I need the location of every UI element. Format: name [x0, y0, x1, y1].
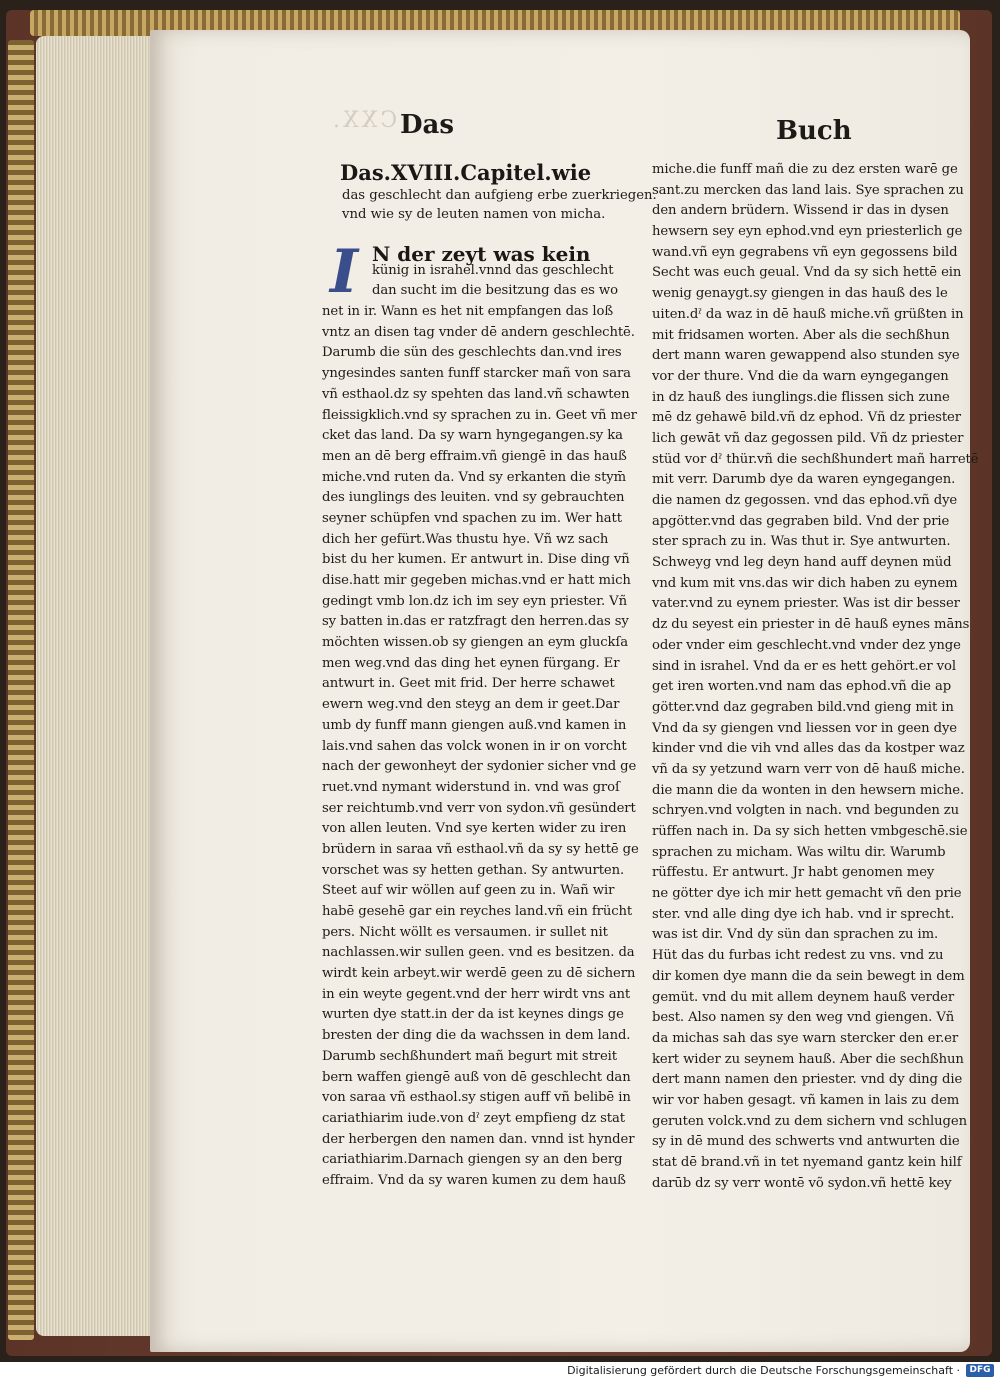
- text-line: brüdern in saraa vñ esthaol.vñ da sy sy hettē ge: [322, 841, 639, 857]
- text-line: Darumb die sün des geschlechts dan.vnd ires: [322, 345, 622, 361]
- text-line: wenig genaygt.sy giengen in das hauß des le: [652, 286, 948, 302]
- text-line: ne götter dye ich mir hett gemacht vñ den prie: [652, 886, 962, 902]
- text-line: den andern brüdern. Wissend ir das in dysen: [652, 203, 949, 219]
- text-line: vñ da sy yetzund warn verr von dē hauß miche.: [652, 761, 965, 777]
- text-line: künig in israhel.vnnd das geschlecht: [372, 262, 614, 278]
- text-line: oder vnder eim geschlecht.vnd vnder dez ynge: [652, 637, 961, 653]
- text-line: antwurt in. Geet mit frid. Der herre schawet: [322, 676, 615, 692]
- chapter-subtitle-line: das geschlecht dan aufgieng erbe zuerkriegen.: [342, 188, 657, 203]
- gilt-edge-left: [8, 40, 34, 1340]
- text-line: geruten volck.vnd zu dem sichern vnd schlugen: [652, 1113, 967, 1129]
- text-line: gedingt vmb lon.dz ich im sey eyn priester. Vñ: [322, 593, 627, 609]
- text-line: stat dē brand.vñ in tet nyemand gantz kein hilf: [652, 1155, 962, 1170]
- text-line: sy batten in.das er ratzfragt den herren.das sy: [322, 614, 629, 630]
- text-line: dan sucht im die besitzung das es wo: [372, 283, 618, 299]
- text-line: lich gewāt vñ daz gegossen pild. Vñ dz priester: [652, 430, 964, 446]
- text-line: lais.vnd sahen das volck wonen in ir on vorcht: [322, 738, 627, 754]
- text-line: men weg.vnd das ding het eynen fürgang. Er: [322, 655, 620, 671]
- text-line: vñ esthaol.dz sy spehten das land.vñ schawten: [322, 386, 630, 402]
- text-line: kinder vnd die vih vnd alles das da kostper waz: [652, 741, 965, 757]
- text-column-right: [652, 160, 979, 1194]
- footer-credit: Digitalisierung gefördert durch die Deutsche Forschungsgemeinschaft ·: [567, 1364, 960, 1377]
- text-line: ster sprach zu in. Was thut ir. Sye antwurten.: [652, 534, 951, 550]
- text-line: sind in israhel. Vnd da er es hett gehört.er vol: [652, 658, 956, 674]
- text-line: ruet.vnd nymant widerstund in. vnd was groſ: [322, 779, 620, 795]
- text-line: yngesindes santen funff starcker mañ von sara: [322, 366, 631, 382]
- text-line: dich her gefürt.Was thustu hye. Vñ wz sach: [322, 531, 609, 547]
- text-line: miche.die funff mañ die zu dez ersten warē ge: [652, 162, 958, 177]
- text-line: gemüt. vnd du mit allem deynem hauß verder: [652, 989, 955, 1005]
- text-line: get iren worten.vnd nam das ephod.vñ die ap: [652, 679, 952, 695]
- text-line: bresten der ding die da wachssen in dem land.: [322, 1028, 631, 1044]
- text-line: wirdt kein arbeyt.wir werdē geen zu dē sichern: [322, 966, 636, 982]
- text-line: dert mann waren gewappend also stunden sye: [652, 348, 960, 364]
- text-line: rüffen nach in. Da sy sich hetten vmbgeschē.sie: [652, 824, 968, 839]
- decorated-initial: I: [329, 237, 359, 307]
- text-line: net in ir. Wann es het nit empfangen das loß: [322, 304, 614, 320]
- text-line: ewern weg.vnd den steyg an dem ir geet.Dar: [322, 697, 620, 713]
- text-line: mē dz gehawē bild.vñ dz ephod. Vñ dz priester: [652, 410, 961, 426]
- text-line: hewsern sey eyn ephod.vnd eyn priesterlich ge: [652, 224, 963, 240]
- text-line: möchten wissen.ob sy giengen an eym gluckſa: [322, 635, 628, 651]
- text-line: effraim. Vnd da sy waren kumen zu dem hauß: [322, 1172, 626, 1188]
- running-head-left: Das: [400, 110, 455, 140]
- text-line: apgötter.vnd das gegraben bild. Vnd der prie: [652, 513, 950, 529]
- text-line: der herbergen den namen dan. vnnd ist hynder: [322, 1131, 635, 1147]
- text-line: dir komen dye mann die da sein bewegt in dem: [652, 968, 965, 984]
- page-edges: [36, 36, 154, 1336]
- text-line: [322, 240, 612, 261]
- text-line: vorschet was sy hetten gethan. Sy antwurten.: [322, 862, 625, 878]
- text-line: sant.zu mercken das land lais. Sye sprachen zu: [652, 182, 964, 198]
- text-line: dz du seyest ein priester in dē hauß eynes māns: [652, 617, 970, 633]
- text-line: bern waffen giengē auß von dē geschlecht dan: [322, 1069, 631, 1085]
- text-column-left: [322, 237, 639, 1192]
- text-line: vor der thure. Vnd die da warn eyngegangen: [652, 368, 949, 384]
- text-line: umb dy funff mann giengen auß.vnd kamen in: [322, 717, 627, 733]
- text-line: pers. Nicht wöllt es versaumen. ir sullet nit: [322, 924, 608, 940]
- text-line: von saraa vñ esthaol.sy stigen auff vñ belibē in: [322, 1090, 631, 1106]
- text-line: Vnd da sy giengen vnd liessen vor in geen dye: [652, 720, 958, 736]
- text-line: in dz hauß des iunglings.die flissen sich zune: [652, 389, 950, 405]
- text-line: cariathiarim.Darnach giengen sy an den berg: [322, 1152, 623, 1168]
- text-line: men an dē berg effraim.vñ giengē in das hauß: [322, 448, 627, 464]
- text-line: da michas sah das sye warn stercker den er.er: [652, 1030, 959, 1046]
- text-line: dise.hatt mir gegeben michas.vnd er hatt mich: [322, 573, 631, 588]
- text-line: seyner schüpfen vnd spachen zu im. Wer hatt: [322, 510, 622, 526]
- text-line: rüffestu. Er antwurt. Jr habt genomen mey: [652, 865, 935, 881]
- running-head-right: Buch: [776, 116, 852, 146]
- text-line: ster. vnd alle ding dye ich hab. vnd ir sprecht.: [652, 906, 955, 922]
- text-line: die namen dz gegossen. vnd das ephod.vñ dye: [652, 493, 958, 508]
- text-line: schryen.vnd volgten in nach. vnd begunden zu: [652, 803, 960, 819]
- opening-words: N der zeyt was kein: [372, 242, 591, 266]
- text-line: mit verr. Darumb dye da waren eyngegangen.: [652, 472, 956, 488]
- text-line: habē gesehē gar ein reyches land.vñ ein frücht: [322, 904, 633, 919]
- text-line: vntz an disen tag vnder dē andern geschlechtē.: [322, 324, 635, 340]
- text-line: cariathiarim iude.von dˀ zeyt empfieng dz stat: [322, 1110, 625, 1126]
- text-line: des iunglings des leuiten. vnd sy gebrauchten: [322, 490, 625, 506]
- text-line: in ein weyte gegent.vnd der herr wirdt vns ant: [322, 986, 631, 1002]
- text-line: die mann die da wonten in den hewsern miche.: [652, 782, 965, 798]
- text-line: stüd vor dˀ thür.vñ die sechßhundert mañ harretē: [652, 451, 979, 467]
- text-line: Hüt das du furbas icht redest zu vns. vnd zu: [652, 948, 944, 964]
- text-line: miche.vnd ruten da. Vnd sy erkanten die stym̄: [322, 469, 627, 485]
- text-line: was ist dir. Vnd dy sün dan sprachen zu im.: [652, 927, 939, 943]
- dfg-logo: DFG: [966, 1364, 994, 1377]
- text-line: wand.vñ eyn gegrabens vñ eyn gegossens bild: [652, 244, 958, 260]
- text-line: mit fridsamen worten. Aber als die sechßhun: [652, 327, 950, 343]
- text-line: wurten dye statt.in der da ist keynes dings ge: [322, 1007, 624, 1023]
- text-line: best. Also namen sy den weg vnd giengen. Vñ: [652, 1010, 955, 1026]
- text-line: dert mann namen den priester. vnd dy ding die: [652, 1072, 963, 1088]
- text-line: Secht was euch geual. Vnd da sy sich hettē ein: [652, 265, 962, 281]
- text-line: Steet auf wir wöllen auf geen zu in. Wañ wir: [322, 883, 615, 899]
- text-line: kert wider zu seynem hauß. Aber die sechßhun: [652, 1051, 964, 1067]
- text-line: Darumb sechßhundert mañ begurt mit streit: [322, 1048, 617, 1064]
- text-line: ser reichtumb.vnd verr von sydon.vñ gesündert: [322, 800, 636, 816]
- text-line: götter.vnd daz gegraben bild.vnd gieng mit in: [652, 699, 954, 715]
- chapter-title: Das.XVIII.Capitel.wie: [340, 160, 592, 185]
- text-line: sy in dē mund des schwerts vnd antwurten die: [652, 1134, 960, 1150]
- text-line: uiten.dˀ da waz in dē hauß miche.vñ grüßten in: [652, 306, 964, 322]
- text-line: sprachen zu micham. Was wiltu dir. Warumb: [652, 844, 946, 860]
- text-line: darūb dz sy verr wontē võ sydon.vñ hettē key: [652, 1175, 952, 1191]
- text-line: bist du her kumen. Er antwurt in. Dise ding vñ: [322, 552, 630, 568]
- chapter-subtitle-line: vnd wie sy de leuten namen von micha.: [342, 207, 606, 222]
- text-line: nachlassen.wir sullen geen. vnd es besitzen. da: [322, 945, 635, 961]
- text-line: vater.vnd zu eynem priester. Was ist dir besser: [652, 596, 960, 612]
- bleed-through-folio: CXX.: [330, 108, 398, 133]
- text-line: cket das land. Da sy warn hyngegangen.sy ka: [322, 428, 623, 444]
- text-line: fleissigklich.vnd sy sprachen zu in. Geet vñ mer: [322, 407, 637, 423]
- text-line: Schweyg vnd leg deyn hand auff deynen müd: [652, 555, 952, 571]
- text-line: vnd kum mit vns.das wir dich haben zu eynem: [652, 575, 958, 591]
- text-line: wir vor haben gesagt. vñ kamen in lais zu dem: [652, 1092, 960, 1108]
- text-line: von allen leuten. Vnd sye kerten wider zu iren: [322, 821, 627, 837]
- text-line: nach der gewonheyt der sydonier sicher vnd ge: [322, 759, 637, 775]
